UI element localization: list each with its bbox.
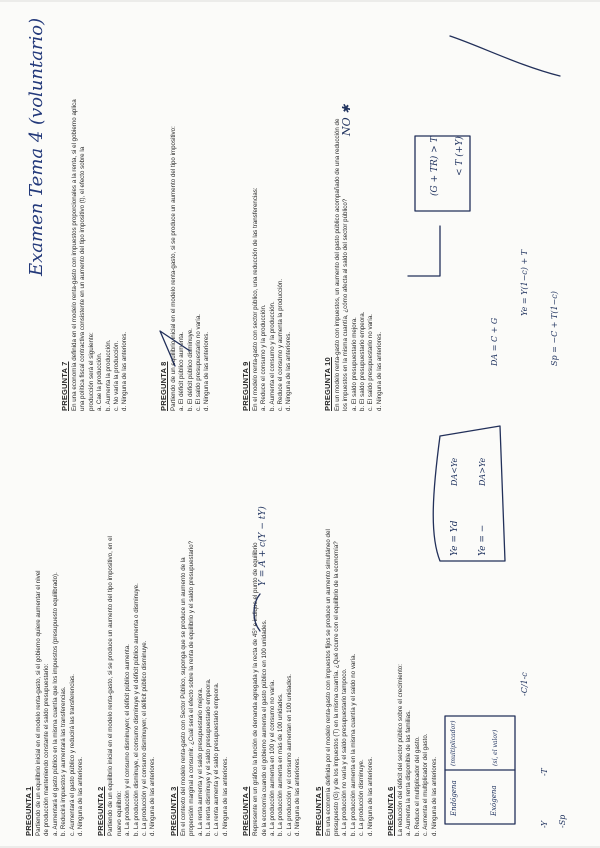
- question-heading: PREGUNTA 8: [158, 361, 168, 411]
- answer-option: b. Aumenta el consumo y la producción.: [268, 301, 276, 411]
- hand-formula-2: DA = C + G: [490, 317, 499, 366]
- answer-option: c. Reduce el consumo y aumenta la producción.: [277, 278, 285, 411]
- margin-exogena: Exógena: [490, 785, 498, 816]
- answer-option: c. Aumentará el gasto público y reducirá las transferencias.: [68, 674, 76, 836]
- question-heading: PREGUNTA 4: [241, 786, 251, 836]
- hand-formula-3: Ye = Y(1−c) + T: [520, 249, 529, 316]
- answer-option: b. El déficit público disminuye.: [186, 328, 194, 411]
- margin-valor: (sí, el valor): [492, 729, 499, 766]
- question-heading: PREGUNTA 1: [24, 786, 33, 836]
- question-heading: PREGUNTA 6: [386, 786, 395, 836]
- rotated-sheet: [20, 16, 580, 836]
- ink-margin-stroke: [450, 36, 560, 76]
- answer-option: d. Ninguna de las anteriores.: [121, 331, 129, 411]
- question-text: En el contexto del modelo renta-gasto con Sector Público, suponga que se produce un aumento de la: [179, 557, 187, 836]
- ink-box-right: [415, 136, 470, 211]
- hand-formula-5: < T (+Y): [455, 136, 465, 176]
- question-heading: PREGUNTA 5: [313, 786, 323, 836]
- answer-option: b. La producción aumenta en más de 100 unidades.: [277, 693, 285, 836]
- hand-eq-3: DA<Ye: [450, 457, 459, 486]
- answer-option: b. Aumenta la producción.: [104, 339, 112, 411]
- answer-option: d. Ninguna de las anteriores.: [375, 331, 383, 411]
- question-text: los impuestos en la misma cuantía, ¿cómo afecta al saldo del sector público?: [342, 198, 350, 411]
- question-heading: PREGUNTA 3: [168, 786, 178, 836]
- question-text: a. Reduce el consumo y la producción.: [260, 304, 268, 411]
- answer-option: c. No varía la producción.: [113, 340, 121, 411]
- margin-sign-3: -T: [540, 768, 549, 776]
- question-text: de producción manteniendo constante el saldo presupuestario:: [43, 663, 51, 836]
- question-heading: PREGUNTA 9: [240, 361, 250, 411]
- answer-option: c. La producción y el consumo aumentan en 100 unidades.: [285, 673, 293, 836]
- answer-option: c. Aumenta el multiplicador del gasto.: [422, 733, 430, 836]
- answer-option: a. La renta aumenta y el saldo presupuestario mejora.: [196, 687, 204, 836]
- answer-option: c. El saldo presupuestario no varía.: [195, 314, 203, 411]
- hand-formula-6: Sp = −C + T(1−c): [550, 291, 559, 366]
- question-text: nuevo equilibrio:: [115, 790, 123, 836]
- question-text: a. Aumenta la renta disponible de las familias.: [405, 710, 413, 836]
- answer-option: d. Ninguna de las anteriores.: [285, 331, 293, 411]
- handwritten-title: Examen Tema 4 (voluntario): [26, 17, 47, 276]
- question-text: Partiendo de un equilibrio inicial en el modelo renta-gasto, si el gobierno quiere aumentar el nivel: [35, 570, 42, 836]
- hand-formula-4: (G + TR) > T: [430, 136, 440, 196]
- question-text: La reducción del déficit del sector público sobre el crecimiento:: [397, 664, 404, 836]
- question-text: presupuesto (G) y de los impuestos (T) en la misma cuantía. ¿Qué ocurre con el equilibrio de la economía?: [333, 541, 340, 836]
- answer-option: c. La renta aumenta y el saldo presupuestario empeora.: [213, 682, 221, 836]
- question-text: En un modelo renta-gasto con impuestos, un aumento del gasto público acompañado de una reducción de: [333, 118, 341, 411]
- question-text: En una economía definida por el modelo renta-gasto con impuestos fijos se produce un aumento simultáneo del: [324, 529, 332, 836]
- answer-option: b. Reducirá impuestos y aumentará las transferencias.: [60, 686, 68, 836]
- answer-option: b. La producción disminuye, el consumo disminuye y el déficit público aumenta o disminuye.: [132, 583, 140, 836]
- margin-multiplicador: (multiplicador): [450, 720, 457, 766]
- handwritten-note-no: NO ✱: [340, 104, 353, 136]
- ink-axis: [408, 226, 440, 276]
- answer-option: producción será el siguiente:: [87, 332, 95, 411]
- answer-option: c. La producción disminuye.: [358, 759, 366, 836]
- question-heading: PREGUNTA 7: [60, 361, 69, 411]
- margin-endogena: Endógena: [450, 780, 458, 816]
- margin-fraction: -C/1-c: [520, 672, 529, 696]
- answer-option: d. Ninguna de las anteriores.: [203, 331, 211, 411]
- answer-option: c. El saldo presupuestario no varía.: [367, 314, 375, 411]
- answer-option: a. La producción y el consumo disminuyen; el déficit público aumenta.: [124, 644, 132, 836]
- answer-option: a. El saldo presupuestario mejora.: [350, 317, 358, 411]
- answer-option: a. La producción aumenta en 100 y el consumo no varía.: [269, 679, 276, 836]
- question-text: propensión marginal a consumir. ¿Cuál será el efecto sobre la renta de equilibrio y el saldo presupuestario?: [188, 540, 196, 836]
- question-text: En el modelo renta-gasto con sector público, una reducción de las transferencias:: [251, 187, 259, 411]
- question-text: Partiendo de un equilibrio inicial en el modelo renta-gasto, si se produce un aumento del tipo impositivo, en el: [107, 536, 115, 836]
- question-text: Partiendo de un equilibrio inicial en el modelo renta-gasto, si se produce un aumento del tipo impositivo:: [169, 126, 177, 411]
- question-heading: PREGUNTA 10: [322, 357, 332, 411]
- margin-sign-2: -Sp: [558, 814, 567, 828]
- answer-option: d. Ninguna de las anteriores.: [149, 756, 157, 836]
- answer-option: d. Ninguna de las anteriores.: [430, 756, 438, 836]
- hand-formula-1: Y = A + c(Y − tY): [258, 506, 268, 586]
- question-text: a. El déficit público aumenta.: [178, 331, 186, 411]
- question-text: de la economía cuando el gobierno aumenta el gasto público en 100 unidades.: [260, 619, 268, 836]
- answer-option: b. El saldo presupuestario empeora.: [359, 311, 367, 411]
- question-heading: PREGUNTA 2: [96, 786, 106, 836]
- answer-option: d. Ninguna de las anteriores.: [366, 756, 374, 836]
- hand-eq-1: Ye = Yd: [450, 520, 460, 556]
- question-text: una política fiscal contractiva consistente en un aumento del tipo impositivo (t), el efecto sobre la: [79, 146, 87, 411]
- answer-option: a. Cae la producción.: [96, 352, 104, 411]
- hand-eq-2: Ye = −: [478, 524, 488, 556]
- answer-option: a. La producción no varía y el saldo presupuestario tampoco.: [341, 668, 349, 836]
- answer-option: b. La renta disminuye y el saldo presupuestario empeora.: [205, 678, 213, 836]
- ink-arc-1: [254, 594, 260, 631]
- hand-eq-4: DA>Ye: [478, 457, 487, 486]
- answer-option: a. Aumentará el gasto público en la misma cuantía que los impuestos (presupuesto equilibrado).: [51, 572, 59, 836]
- question-text: En una economía definida en el modelo renta-gasto con impuestos proporcionales a la renta, si el gobierno aplica: [71, 99, 78, 411]
- answer-option: b. Reduce el multiplicador del gasto.: [413, 736, 421, 836]
- answer-option: d. Ninguna de las anteriores.: [294, 756, 302, 836]
- scan-edge-top: [0, 0, 600, 2]
- ink-arrow: [160, 331, 190, 366]
- answer-option: b. La producción aumenta en la misma cuantía y el saldo no varía.: [349, 653, 357, 836]
- answer-option: d. Ninguna de las anteriores.: [221, 756, 229, 836]
- answer-option: d. Ninguna de las anteriores.: [77, 756, 85, 836]
- margin-sign-1: -Y: [540, 820, 549, 828]
- ink-box-eq: [433, 426, 505, 561]
- answer-option: c. La producción y el consumo disminuyen; el déficit público disminuye.: [141, 640, 149, 836]
- handwritten-strokes: [20, 16, 580, 836]
- question-text: Represente en un gráfico la función de demanda agregada y la recta de 45º e indique el punto de equilibrio: [252, 542, 260, 836]
